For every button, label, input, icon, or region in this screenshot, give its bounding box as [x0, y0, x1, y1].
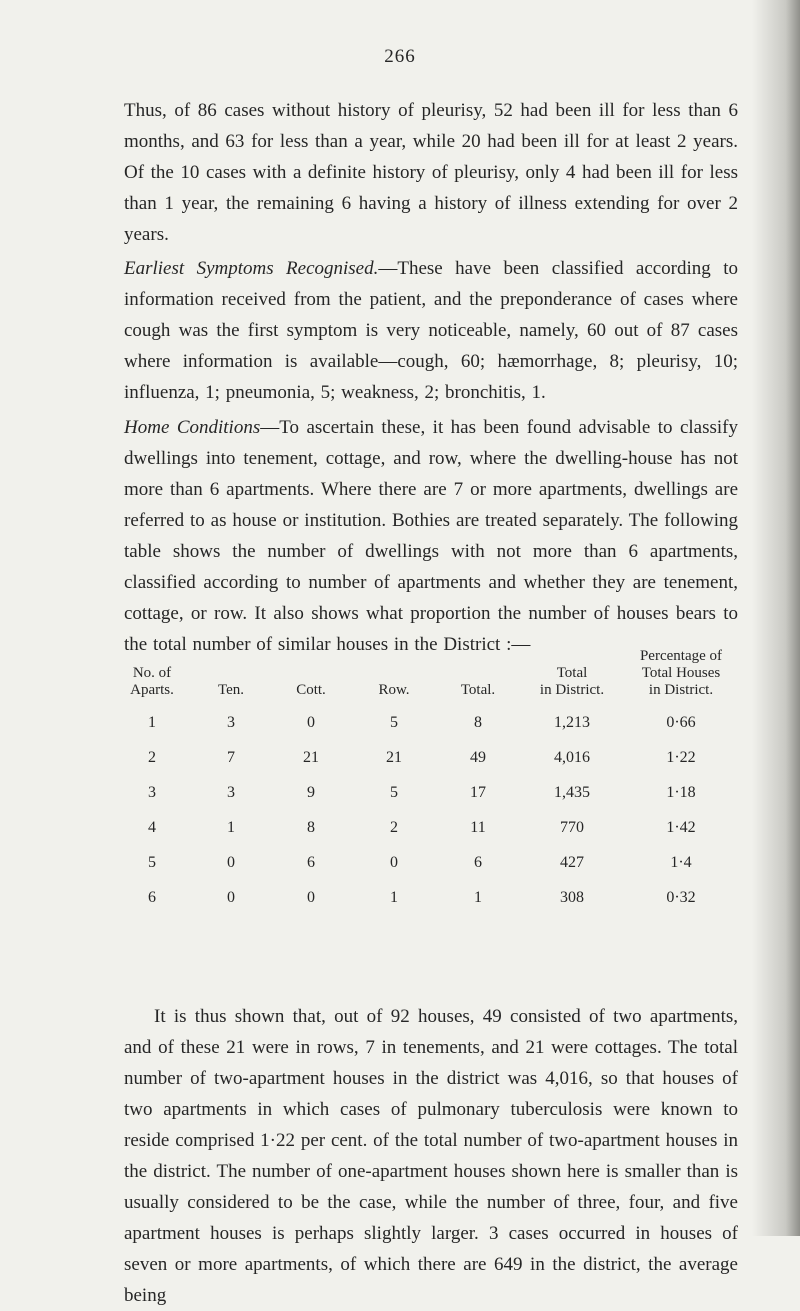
- cell-apartments: 1: [148, 713, 156, 731]
- cell-cottage: 8: [307, 818, 315, 836]
- header-row: Row.: [378, 682, 410, 698]
- cell-total: 11: [470, 818, 486, 836]
- cell-percentage: 1·22: [666, 748, 696, 766]
- paragraph-body: —To ascertain these, it has been found advisable to classify dwellings into tenement, cottage, and row, where the dwelling-house has not more than 6 apartments. Where there are 7 or more apartments, dwellings are referred to as house or institution. Bothies are treated separately. The following table shows the number of dwellings with not more than 6 apartments, classified according to number of apartments and whether they are tenement, cottage, or row. It also shows what proportion the number of houses bears to the total number of similar houses in the District :—: [124, 417, 738, 655]
- table-row: [112, 810, 738, 845]
- cell-apartments: 6: [148, 888, 156, 906]
- header-total: Total.: [460, 682, 496, 698]
- table-row: [112, 740, 738, 775]
- cell-cottage: 21: [303, 748, 319, 766]
- cell-tenement: 3: [227, 783, 235, 801]
- cell-total: 8: [474, 713, 482, 731]
- cell-total: 17: [470, 783, 486, 801]
- cell-row: 2: [390, 818, 398, 836]
- page-edge-shadow: [752, 0, 800, 1236]
- paragraph-earliest-symptoms: [124, 253, 738, 408]
- section-heading-earliest-symptoms: Earliest Symptoms Recognised.: [124, 258, 379, 279]
- cell-total: 6: [474, 853, 482, 871]
- cell-percentage: 1·18: [666, 783, 696, 801]
- cell-cottage: 9: [307, 783, 315, 801]
- cell-district-total: 1,435: [554, 783, 590, 801]
- header-cottage: Cott.: [296, 682, 326, 698]
- table-row: [112, 880, 738, 915]
- cell-cottage: 0: [307, 713, 315, 731]
- cell-percentage: 0·32: [666, 888, 696, 906]
- cell-district-total: 308: [560, 888, 584, 906]
- cell-tenement: 3: [227, 713, 235, 731]
- cell-district-total: 427: [560, 853, 584, 871]
- cell-district-total: 1,213: [554, 713, 590, 731]
- table-row: [112, 705, 738, 740]
- cell-total: 49: [470, 748, 486, 766]
- header-total-in-district: Total in District.: [539, 665, 605, 698]
- cell-row: 1: [390, 888, 398, 906]
- cell-tenement: 7: [227, 748, 235, 766]
- page-number: 266: [384, 46, 416, 67]
- dwellings-table: [112, 648, 738, 915]
- header-tenement: Ten.: [217, 682, 245, 698]
- cell-tenement: 0: [227, 853, 235, 871]
- section-heading-home-conditions: Home Conditions: [124, 417, 261, 438]
- table-row: [112, 775, 738, 810]
- cell-apartments: 2: [148, 748, 156, 766]
- paragraph-pleurisy-history: Thus, of 86 cases without history of pleurisy, 52 had been ill for less than 6 months, and 63 for less than a year, while 20 had been ill for at least 2 years. Of the 10 cases with a definite history of pleurisy, only 4 had been ill for less than 1 year, the remaining 6 having a history of illness extending for over 2 years.: [124, 100, 738, 245]
- cell-district-total: 770: [560, 818, 584, 836]
- table-row: [112, 845, 738, 880]
- cell-district-total: 4,016: [554, 748, 590, 766]
- cell-row: 5: [390, 783, 398, 801]
- cell-tenement: 0: [227, 888, 235, 906]
- cell-percentage: 0·66: [666, 713, 696, 731]
- cell-tenement: 1: [227, 818, 235, 836]
- cell-row: 5: [390, 713, 398, 731]
- cell-cottage: 0: [307, 888, 315, 906]
- cell-apartments: 4: [148, 818, 156, 836]
- cell-apartments: 3: [148, 783, 156, 801]
- table-header-row: [112, 648, 738, 705]
- paragraph-home-conditions: [124, 412, 738, 660]
- header-percentage: Percentage of Total Houses in District.: [639, 648, 723, 698]
- paragraph-two-apartment-analysis: It is thus shown that, out of 92 houses, 49 consisted of two apartments, and of these 21 were in rows, 7 in tenements, and 21 were cottages. The total number of two-apartment houses in the district was 4,016, so that houses of two apartments in which cases of pulmonary tuberculosis were known to reside comprised 1·22 per cent. of the total number of two-apartment houses in the district. The number of one-apartment houses shown here is smaller than is usually considered to be the case, while the number of three, four, and five apartment houses is perhaps slightly larger. 3 cases occurred in houses of seven or more apartments, of which there are 649 in the district, the average being: [124, 1006, 738, 1306]
- cell-cottage: 6: [307, 853, 315, 871]
- cell-row: 0: [390, 853, 398, 871]
- paragraph-body: —These have been classified according to information received from the patient, and the preponderance of cases where cough was the first symptom is very noticeable, namely, 60 out of 87 cases where information is available—cough, 60; hæmorrhage, 8; pleurisy, 10; influenza, 1; pneumonia, 5; weakness, 2; bronchitis, 1.: [124, 258, 738, 403]
- header-apartments: No. of Aparts.: [130, 665, 174, 698]
- cell-percentage: 1·4: [670, 853, 692, 871]
- cell-row: 21: [386, 748, 402, 766]
- cell-apartments: 5: [148, 853, 156, 871]
- cell-total: 1: [474, 888, 482, 906]
- cell-percentage: 1·42: [666, 818, 696, 836]
